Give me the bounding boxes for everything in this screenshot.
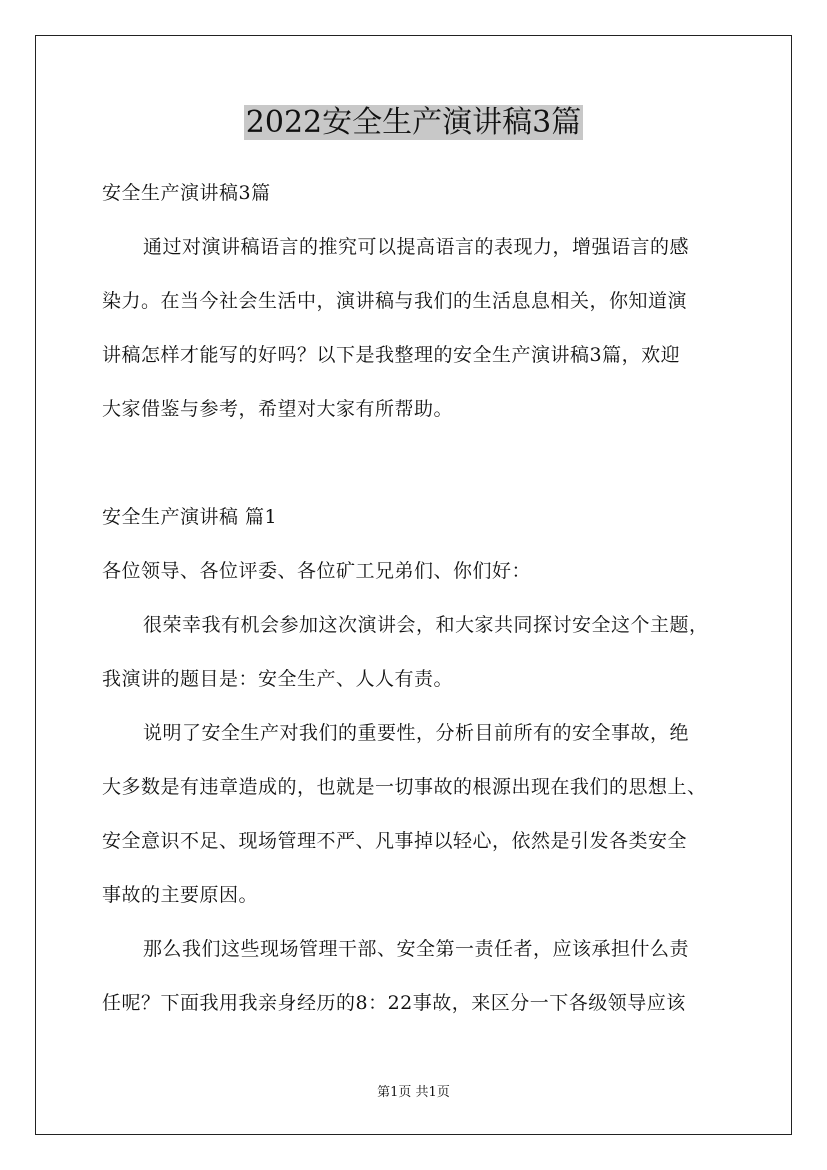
document-title bbox=[0, 102, 827, 144]
paragraph-line: 任呢？下面我用我亲身经历的8：22事故，来区分一下各级领导应该 bbox=[102, 992, 686, 1014]
paragraph-line: 染力。在当今社会生活中，演讲稿与我们的生活息息相关，你知道演 bbox=[102, 290, 688, 312]
document-title-text: 2022安全生产演讲稿3篇 bbox=[245, 105, 582, 140]
paragraph-line: 安全意识不足、现场管理不严、凡事掉以轻心，依然是引发各类安全 bbox=[102, 830, 688, 852]
section-heading: 安全生产演讲稿 篇1 bbox=[102, 506, 278, 528]
paragraph-line: 说明了安全生产对我们的重要性，分析目前所有的安全事故，绝 bbox=[143, 722, 690, 744]
subtitle-line: 安全生产演讲稿3篇 bbox=[102, 182, 271, 204]
paragraph-line: 通过对演讲稿语言的推究可以提高语言的表现力，增强语言的感 bbox=[143, 236, 690, 258]
paragraph-line: 那么我们这些现场管理干部、安全第一责任者，应该承担什么责 bbox=[143, 938, 690, 960]
paragraph-line: 大多数是有违章造成的，也就是一切事故的根源出现在我们的思想上、 bbox=[102, 776, 707, 798]
greeting-line: 各位领导、各位评委、各位矿工兄弟们、你们好： bbox=[102, 560, 532, 582]
paragraph-line: 很荣幸我有机会参加这次演讲会，和大家共同探讨安全这个主题， bbox=[143, 614, 709, 636]
paragraph-line: 事故的主要原因。 bbox=[102, 884, 259, 906]
paragraph-line: 讲稿怎样才能写的好吗？以下是我整理的安全生产演讲稿3篇，欢迎 bbox=[102, 344, 681, 366]
paragraph-line: 大家借鉴与参考，希望对大家有所帮助。 bbox=[102, 398, 454, 420]
page-number-footer: 第1页 共1页 bbox=[377, 1085, 450, 1100]
paragraph-line: 我演讲的题目是：安全生产、人人有责。 bbox=[102, 668, 454, 690]
